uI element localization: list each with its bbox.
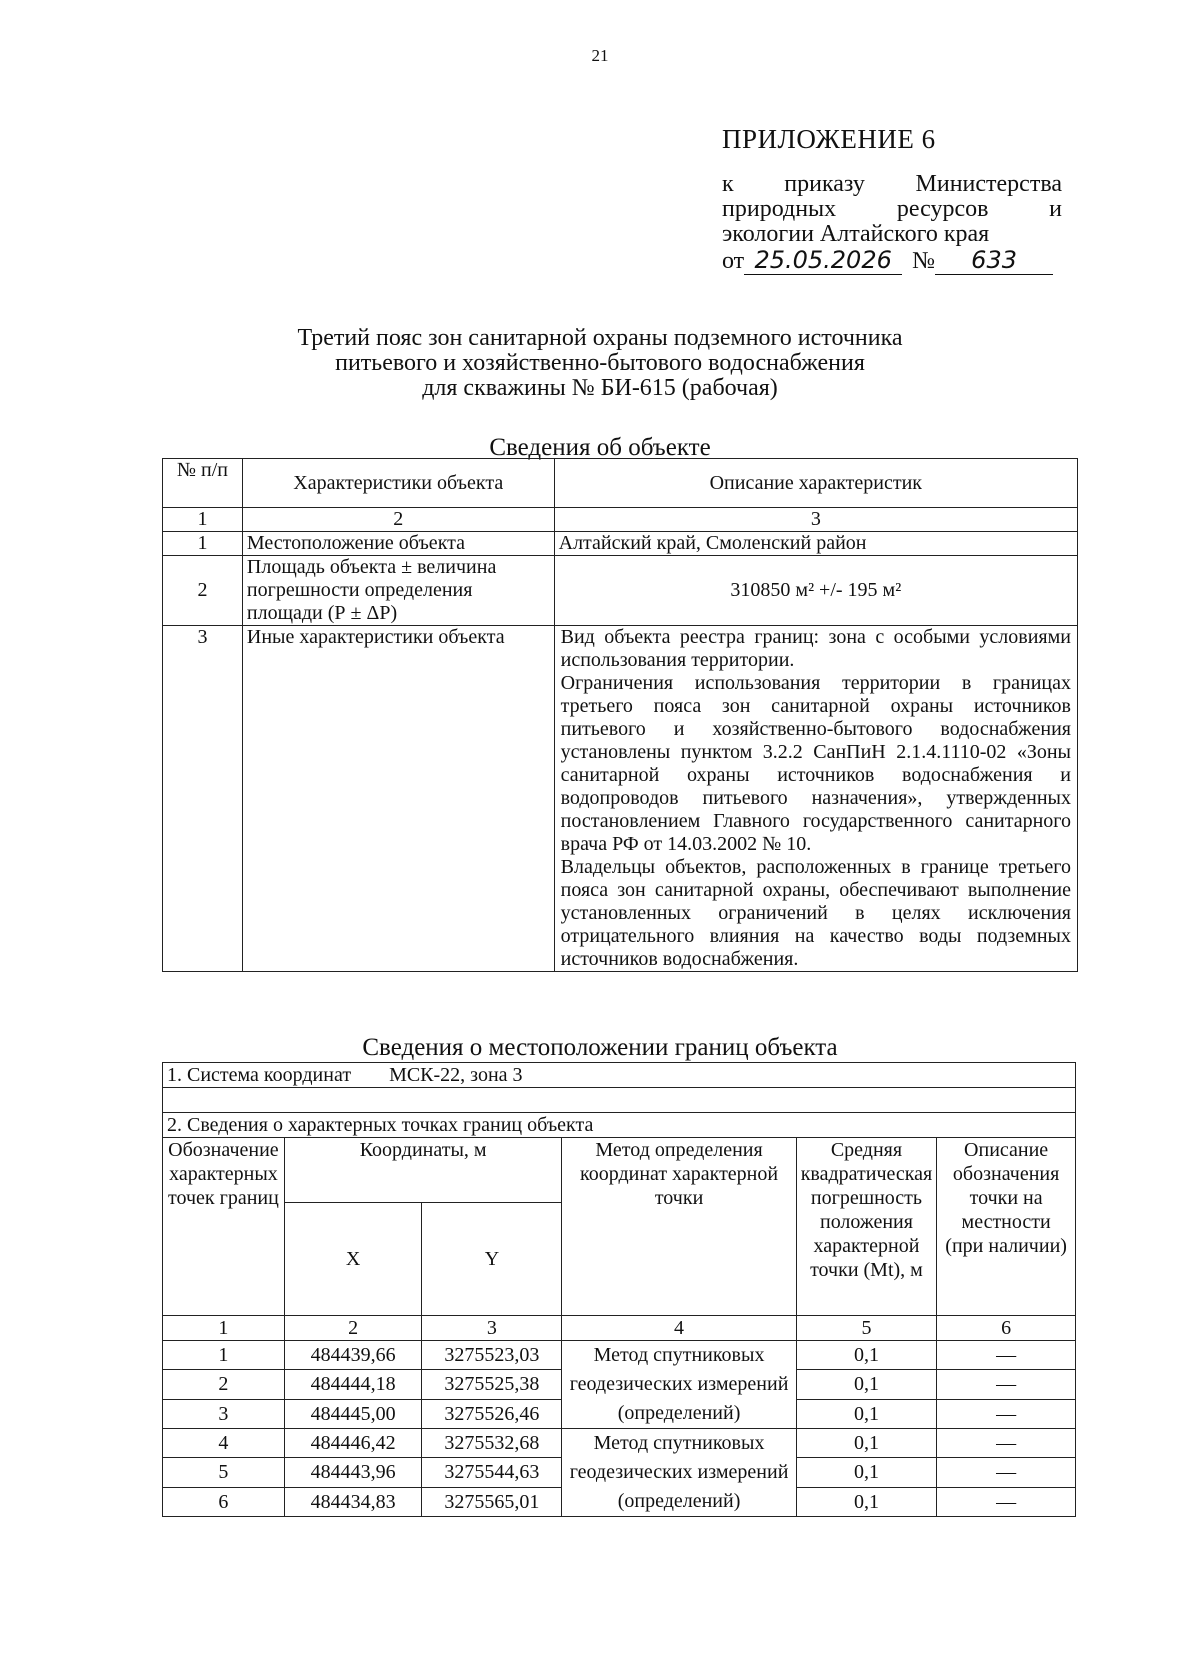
index-cell: 4 [562, 1316, 796, 1341]
point-number: 3 [163, 1399, 285, 1428]
point-method: Метод спутниковых геодезических измерений (определений) [562, 1429, 796, 1517]
table-header-row [163, 1138, 1076, 1203]
row-desc: Алтайский край, Смоленский район [554, 532, 1077, 556]
coord-system-label: 1. Система координат [167, 1064, 352, 1086]
point-mt: 0,1 [796, 1399, 937, 1428]
point-number: 4 [163, 1429, 285, 1458]
object-info-table [162, 458, 1078, 972]
row-desc: 310850 м² +/- 195 м² [554, 556, 1077, 626]
header-error: Средняя квадратическая погрешность положения характерной точки (Mt), м [796, 1138, 937, 1316]
header-y: Y [422, 1203, 562, 1316]
coord-system-value: МСК-22, зона 3 [389, 1064, 523, 1086]
coord-system-cell [163, 1063, 1076, 1088]
row-num: 3 [163, 626, 243, 972]
handwritten-number: 633 [935, 246, 1053, 275]
index-cell: 2 [242, 508, 554, 532]
point-y: 3275544,63 [422, 1458, 562, 1487]
index-cell: 1 [163, 1316, 285, 1341]
point-x: 484446,42 [284, 1429, 422, 1458]
blank-row [163, 1088, 1076, 1113]
handwritten-date: 25.05.2026 [744, 246, 902, 275]
point-y: 3275526,46 [422, 1399, 562, 1428]
row-num: 2 [163, 556, 243, 626]
header-coords: Координаты, м [284, 1138, 562, 1203]
order-reference [722, 172, 1062, 247]
order-line-3: экологии Алтайского края [722, 221, 990, 247]
point-number: 6 [163, 1487, 285, 1516]
point-mt: 0,1 [796, 1370, 937, 1399]
appendix-title: ПРИЛОЖЕНИЕ 6 [722, 124, 936, 154]
header-method: Метод определения координат характерной точки [562, 1138, 796, 1316]
point-x: 484439,66 [284, 1341, 422, 1370]
point-desc: — [937, 1487, 1076, 1516]
point-mt: 0,1 [796, 1487, 937, 1516]
order-word: ресурсов [896, 196, 989, 222]
point-desc: — [937, 1341, 1076, 1370]
heading-line: Третий пояс зон санитарной охраны подземного источника [297, 325, 903, 351]
index-cell: 6 [937, 1316, 1076, 1341]
order-word: и [1049, 196, 1062, 222]
points-label: 2. Сведения о характерных точках границ объекта [163, 1113, 1076, 1138]
point-method: Метод спутниковых геодезических измерений (определений) [562, 1341, 796, 1429]
point-desc: — [937, 1458, 1076, 1487]
page-number: 21 [591, 46, 609, 65]
index-cell: 5 [796, 1316, 937, 1341]
desc-paragraph: Вид объекта реестра границ: зона с особыми условиями использования территории. [560, 626, 1071, 671]
point-y: 3275565,01 [422, 1487, 562, 1516]
row-name: Местоположение объекта [242, 532, 554, 556]
point-x: 484443,96 [284, 1458, 422, 1487]
point-y: 3275523,03 [422, 1341, 562, 1370]
table-index-row [163, 1316, 1076, 1341]
point-desc: — [937, 1399, 1076, 1428]
row-name: Площадь объекта ± величина погрешности определения площади (Р ± ΔР) [242, 556, 554, 626]
row-num: 1 [163, 532, 243, 556]
table-row [163, 626, 1078, 972]
number-prefix: № [912, 248, 936, 274]
heading-line: для скважины № БИ-615 (рабочая) [422, 375, 778, 401]
table-index-row [163, 508, 1078, 532]
index-cell: 3 [554, 508, 1077, 532]
point-number: 2 [163, 1370, 285, 1399]
header-point: Обозначение характерных точек границ [163, 1138, 285, 1316]
document-heading [0, 326, 1200, 401]
desc-paragraph: Ограничения использования территории в границах третьего пояса зон санитарной охраны источников питьевого и хозяйственно-бытового водоснабжения установлены пунктом 3.2.2 СанПиН 2.1.4.1110-02 «Зоны санитарной охраны источников водоснабжения и водопроводов питьевого назначения», утвержденных постановлением Главного государственного санитарного врача РФ от 14.03.2002 № 10. [560, 672, 1071, 855]
order-word: к [722, 171, 734, 197]
index-cell: 3 [422, 1316, 562, 1341]
header-desc: Описание обозначения точки на местности (при наличии) [937, 1138, 1076, 1316]
point-mt: 0,1 [796, 1458, 937, 1487]
order-word: природных [722, 196, 837, 222]
point-mt: 0,1 [796, 1429, 937, 1458]
date-prefix: от [722, 248, 745, 274]
desc-paragraph: Владельцы объектов, расположенных в границе третьего пояса зон санитарной охраны, обеспечивают выполнение установленных ограничений в целях исключения отрицательного влияния на качество воды подземных источников водоснабжения. [560, 856, 1071, 970]
point-x: 484444,18 [284, 1370, 422, 1399]
index-cell: 2 [284, 1316, 422, 1341]
point-x: 484445,00 [284, 1399, 422, 1428]
point-number: 1 [163, 1341, 285, 1370]
order-word: Министерства [915, 171, 1062, 197]
table-row [163, 532, 1078, 556]
row-name: Иные характеристики объекта [242, 626, 554, 972]
point-y: 3275532,68 [422, 1429, 562, 1458]
point-number: 5 [163, 1458, 285, 1487]
heading-line: питьевого и хозяйственно-бытового водоснабжения [335, 350, 865, 376]
table-row [163, 556, 1078, 626]
order-date-line [722, 246, 1062, 275]
header-x: X [284, 1203, 422, 1316]
table-row [163, 1341, 1076, 1370]
point-mt: 0,1 [796, 1341, 937, 1370]
index-cell: 1 [163, 508, 243, 532]
table-row [163, 1429, 1076, 1458]
point-desc: — [937, 1429, 1076, 1458]
header-description: Описание характеристик [554, 459, 1077, 508]
order-word: приказу [784, 171, 865, 197]
points-label-row [163, 1113, 1076, 1138]
object-info-title: Сведения об объекте [489, 434, 711, 461]
point-y: 3275525,38 [422, 1370, 562, 1399]
point-desc: — [937, 1370, 1076, 1399]
header-characteristics: Характеристики объекта [242, 459, 554, 508]
boundary-info-title: Сведения о местоположении границ объекта [362, 1034, 838, 1061]
header-num: № п/п [163, 459, 243, 508]
row-desc [554, 626, 1077, 972]
point-x: 484434,83 [284, 1487, 422, 1516]
table-header-row [163, 459, 1078, 508]
boundary-info-table [162, 1062, 1076, 1517]
coord-system-row [163, 1063, 1076, 1088]
